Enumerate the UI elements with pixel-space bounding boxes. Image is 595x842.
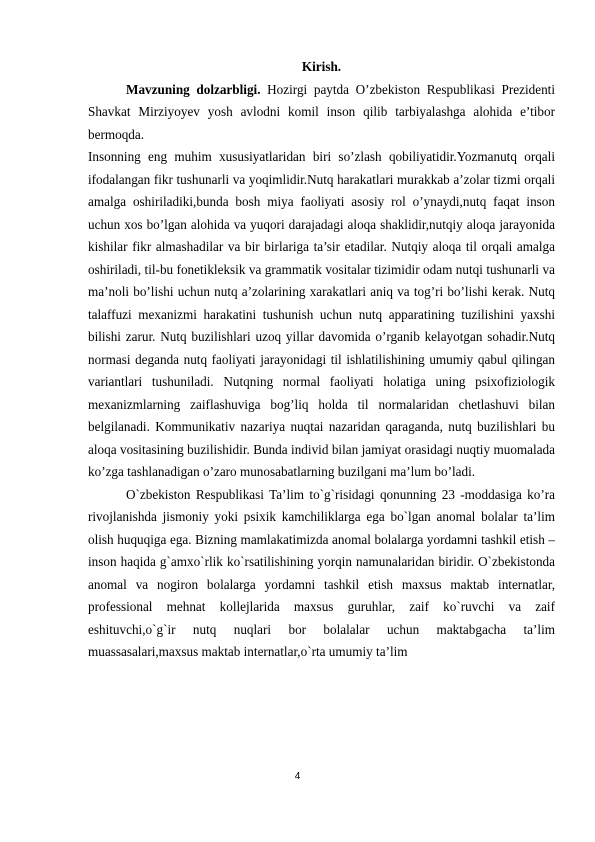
relevance-heading: Mavzuning dolzarbligi. [126,81,261,97]
paragraph-text: Hozirgi paytda O’zbekiston Respublikasi Prezidenti Shavkat Mirziyoyev yosh avlodni komil inson qilib tarbiyalashga alohida e’tibor bermoqda. [88,81,555,142]
paragraph-text: O`zbekiston Respublikasi Ta’lim to`g`risidagi qonunning 23 -moddasiga ko’ra rivojlanishda jismoniy yoki psixik kamchiliklarga ega bo`lgan anomal bolalar ta’lim olish huquqiga ega. Bizning mamlakatimizda anomal bolalarga yordamni tashkil etish – inson haqida g`amxo`rlik ko`rsatilishining yorqin namunalaridan biridir. O`zbekistonda anomal va nogiron bolalarga yordamni tashkil etish maxsus maktab internatlar, professional mehnat kollejlarida maxsus guruhlar, zaif ko`ruvchi va zaif eshituvchi,o`g`ir nutq nuqlari bor bolalalar uchun maktabgacha ta’lim muassasalari,maxsus maktab internatlar,o`rta umumiy ta’lim [88,486,555,659]
page-title: Kirish. [301,59,342,74]
paragraph-text: Insonning eng muhim xususiyatlaridan biri so’zlash qobiliyatidir.Yozmanutq orqali ifodalangan fikr tushunarli va yoqimlidir.Nutq harakatlari murakkab a’zolar tizmi orqali amalga oshiriladiki,bunda bosh miya faoliyati asosiy rol o’ynaydi,nutq faqat inson uchun xos bo’lgan alohida va yuqori darajadagi aloqa shaklidir,nutqiy aloqa jarayonida kishilar fikr almashadilar va bir birlariga ta’sir etadilar. Nutqiy aloqa til orqali amalga oshiriladi, til-bu fonetikleksik va grammatik vositalar tizimidir odam nutqi tushunarli va ma’noli bo’lishi uchun nutq a’zolarining xarakatlari aniq va tog’ri bo’lishi kerak. Nutq talaffuzi mexanizmi harakatini tushunish uchun nutq apparatining tuzilishini yaxshi bilishi zarur. Nutq buzilishlari uzoq yillar davomida o’rganib kelayotgan sohadir.Nutq normasi deganda nutq faoliyati jarayonidagi til ishlatilishining umumiy qabul qilingan variantlari tushuniladi. Nutqning normal faoliyati holatiga uning psixofiziologik mexanizmlarning zaiflashuviga bog’liq holda til normalaridan chetlashuvi bilan belgilanadi. Kommunikativ nazariya nuqtai nazaridan qaraganda, nutq buzilishlari bu aloqa vositasining buzilishidir. Bunda individ bilan jamiyat orasidagi nuqtiy muomalada ko’zga tashlanadigan o’zaro munosabatlarning buzilgani ma’lum bo’ladi. [88,149,555,479]
paragraph-law [88,484,555,664]
paragraph-relevance [88,79,555,147]
paragraph-speech [88,146,555,484]
page-number: 4 [294,771,301,782]
document-page [88,56,555,664]
